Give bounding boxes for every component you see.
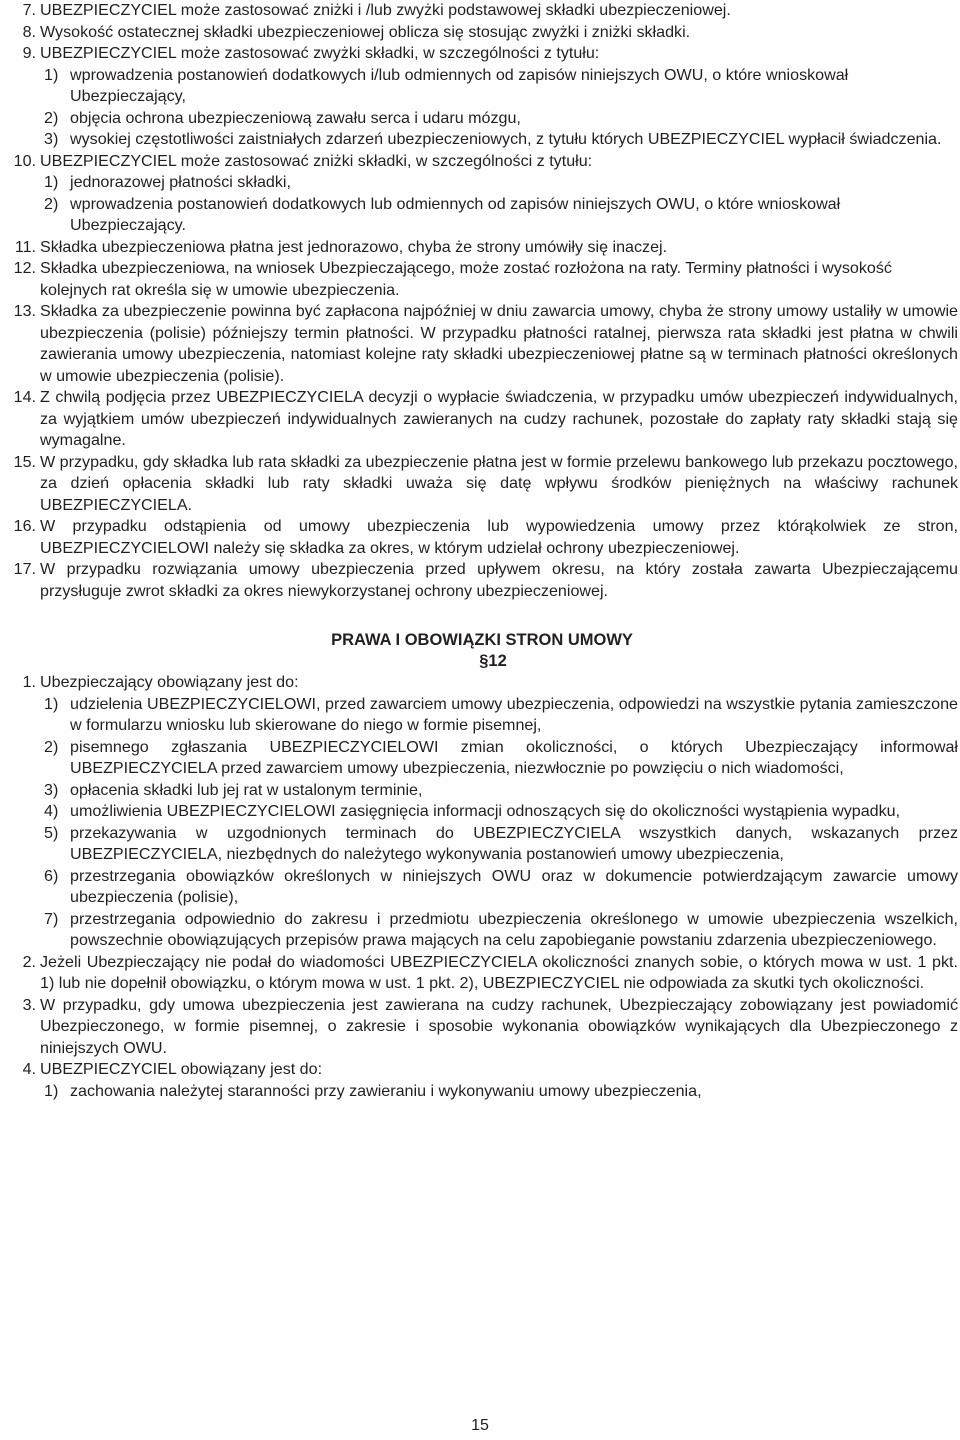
sub-number: 1) <box>44 694 59 713</box>
list-item <box>6 452 958 517</box>
item-number: 12. <box>13 259 36 277</box>
sub-number: 1) <box>44 1081 59 1100</box>
item-text: W przypadku, gdy składka lub rata składki za ubezpieczenie płatna jest w formie przelewu bankowego lub przekazu pocztowego, za dzień opłacenia składki lub raty składki uważa się datę wpływu środków pieniężnych na właściwy rachunek UBEZPIECZYCIELA. <box>40 452 958 514</box>
item-number: 8. <box>22 22 36 41</box>
item-number: 17. <box>13 560 36 578</box>
sub-number: 3) <box>44 130 59 148</box>
sub-item <box>44 65 958 108</box>
item-number: 1. <box>22 673 36 691</box>
sub-text: objęcia ochrona ubezpieczeniową zawału serca i udaru mózgu, <box>70 108 521 127</box>
item-text: Składka ubezpieczeniowa, na wniosek Ubezpieczającego, może zostać rozłożona na raty. Terminy płatności i wysokość kolejnych rat określa się w umowie ubezpieczenia. <box>40 259 892 299</box>
section-heading: PRAWA I OBOWIĄZKI STRON UMOWY <box>331 631 633 649</box>
item-number: 13. <box>13 302 36 320</box>
sub-number: 4) <box>44 802 59 820</box>
sub-number: 6) <box>44 866 59 885</box>
section-number: §12 <box>479 652 507 670</box>
sub-text: umożliwienia UBEZPIECZYCIELOWI zasięgnięcia informacji odnoszących się do okoliczności wystąpienia wypadku, <box>70 802 901 820</box>
page-number: 15 <box>471 1417 489 1434</box>
sub-text: przestrzegania obowiązków określonych w niniejszych OWU oraz w dokumencie potwierdzającym zawarcie umowy ubezpieczenia (polisie), <box>70 866 958 906</box>
sub-item <box>44 866 958 909</box>
item-number: 7. <box>22 1 36 19</box>
item-text: W przypadku odstąpienia od umowy ubezpieczenia lub wypowiedzenia umowy przez którąkolwiek ze stron, UBEZPIECZYCIELOWI należy się składka za okres, w którym udzielał ochrony ubezpieczeniowej. <box>40 517 958 557</box>
item-text: W przypadku, gdy umowa ubezpieczenia jest zawierana na cudzy rachunek, Ubezpieczający zobowiązany jest powiadomić Ubezpieczonego, w formie pisemnej, o zakresie i sposobie wykonania obowiązków wynikających dla Ubezpieczonego z niniejszych OWU. <box>40 995 958 1057</box>
sub-text: opłacenia składki lub jej rat w ustalonym terminie, <box>70 780 423 799</box>
item-text: Wysokość ostatecznej składki ubezpieczeniowej oblicza się stosując zwyżki i zniżki składki. <box>40 22 691 41</box>
sub-text: wprowadzenia postanowień dodatkowych i/lub odmiennych od zapisów niniejszych OWU, o które wnioskował Ubezpieczający, <box>70 65 849 105</box>
sub-item <box>44 694 958 737</box>
sub-number: 5) <box>44 823 59 842</box>
sub-number: 3) <box>44 780 59 799</box>
sub-number: 1) <box>44 65 59 84</box>
item-number: 9. <box>22 44 36 62</box>
item-number: 2. <box>22 952 36 971</box>
list-item <box>6 672 958 952</box>
sub-item <box>44 780 958 802</box>
item-number: 15. <box>13 452 36 471</box>
document-page <box>6 0 958 1102</box>
item-text: UBEZPIECZYCIEL może zastosować zwyżki składki, w szczególności z tytułu: <box>40 44 600 62</box>
sub-text: zachowania należytej staranności przy zawieraniu i wykonywaniu umowy ubezpieczenia, <box>70 1081 702 1100</box>
item-number: 3. <box>22 995 36 1014</box>
item-text: Z chwilą podjęcia przez UBEZPIECZYCIELA decyzji o wypłacie świadczenia, w przypadku umów ubezpieczeń indywidualnych, za wyjątkiem umów ubezpieczeń indywidualnych zawieranych na cudzy rachunek, pozostałe do zapłaty raty składki stają się wymagalne. <box>40 388 958 449</box>
item-text: UBEZPIECZYCIEL obowiązany jest do: <box>40 1060 323 1078</box>
sub-item <box>44 909 958 952</box>
list-item <box>6 237 958 259</box>
list-item <box>6 151 958 237</box>
sub-item <box>44 801 958 823</box>
sub-item <box>44 1081 958 1103</box>
item-number: 16. <box>13 517 36 535</box>
sub-item <box>44 129 958 151</box>
sub-text: udzielenia UBEZPIECZYCIELOWI, przed zawarciem umowy ubezpieczenia, odpowiedzi na wszystkie pytania zamieszczone w formularzu wniosku lub skierowane do niego w formie pisemnej, <box>70 694 958 734</box>
list-item <box>6 1059 958 1102</box>
list-item <box>6 0 958 22</box>
list-item <box>6 258 958 301</box>
list-item <box>6 995 958 1060</box>
sub-number: 2) <box>44 108 59 127</box>
sub-text: wysokiej częstotliwości zaistniałych zdarzeń ubezpieczeniowych, z tytułu których UBEZPIECZYCIEL wypłacił świadczenia. <box>70 130 942 148</box>
sub-item <box>44 172 958 194</box>
list-item <box>6 387 958 452</box>
item-text: W przypadku rozwiązania umowy ubezpieczenia przed upływem okresu, na który została zawarta Ubezpieczającemu przysługuje zwrot składki za okres niewykorzystanej ochrony ubezpieczeniowej. <box>40 560 958 600</box>
item-text: Składka ubezpieczeniowa płatna jest jednorazowo, chyba że strony umówiły się inaczej. <box>40 237 668 256</box>
sub-number: 7) <box>44 909 59 928</box>
item-number: 11. <box>14 237 36 256</box>
item-number: 14. <box>13 388 36 406</box>
sub-item <box>44 194 958 237</box>
list-item <box>6 22 958 44</box>
sub-text: przekazywania w uzgodnionych terminach do UBEZPIECZYCIELA wszystkich danych, wskazanych przez UBEZPIECZYCIELA, niezbędnych do należytego wykonywania postanowień umowy ubezpieczenia, <box>70 823 958 863</box>
list-item <box>6 43 958 151</box>
item-text: Składka za ubezpieczenie powinna być zapłacona najpóźniej w dniu zawarcia umowy, chyba że strony umowy ustaliły w umowie ubezpieczenia (polisie) późniejszy termin płatności. W przypadku płatności ratalnej, pierwsza rata składki jest płatna w chwili zawierania umowy ubezpieczenia, natomiast kolejne raty składki ubezpieczeniowej płatne są w terminach płatności określonych w umowie ubezpieczenia (polisie). <box>40 302 958 385</box>
item-text: Ubezpieczający obowiązany jest do: <box>40 673 299 691</box>
item-text: UBEZPIECZYCIEL może zastosować zniżki i /lub zwyżki podstawowej składki ubezpieczeniowej. <box>40 1 731 19</box>
sub-number: 1) <box>44 173 59 191</box>
list-bottom <box>6 672 958 1102</box>
item-text: Jeżeli Ubezpieczający nie podał do wiadomości UBEZPIECZYCIELA okoliczności znanych sobie, o których mowa w ust. 1 pkt. 1) lub nie dopełnił obowiązku, o którym mowa w ust. 1 pkt. 2), UBEZPIECZYCIEL nie odpowiada za skutki tych okoliczności. <box>40 952 958 992</box>
sub-item <box>44 737 958 780</box>
sub-item <box>44 823 958 866</box>
sub-text: przestrzegania odpowiednio do zakresu i przedmiotu ubezpieczenia określonego w umowie ubezpieczenia wszelkich, powszechnie obowiązujących przepisów prawa mających na celu zapobieganie powstaniu zdarzenia ubezpieczeniowego. <box>70 909 958 949</box>
list-item <box>6 559 958 602</box>
sub-text: pisemnego zgłaszania UBEZPIECZYCIELOWI zmian okoliczności, o których Ubezpieczający informował UBEZPIECZYCIELA przed zawarciem umowy ubezpieczenia, niezwłocznie po powzięciu o nich wiadomości, <box>70 737 958 777</box>
sub-number: 2) <box>44 194 59 213</box>
list-item <box>6 516 958 559</box>
sub-item <box>44 108 958 130</box>
list-item <box>6 952 958 995</box>
sub-text: jednorazowej płatności składki, <box>70 173 291 191</box>
item-number: 10. <box>13 151 36 170</box>
sub-text: wprowadzenia postanowień dodatkowych lub odmiennych od zapisów niniejszych OWU, o które wnioskował Ubezpieczający. <box>70 194 841 234</box>
sub-number: 2) <box>44 737 59 756</box>
list-top <box>6 0 958 602</box>
list-item <box>6 301 958 387</box>
item-number: 4. <box>22 1060 36 1078</box>
item-text: UBEZPIECZYCIEL może zastosować zniżki składki, w szczególności z tytułu: <box>40 151 593 170</box>
